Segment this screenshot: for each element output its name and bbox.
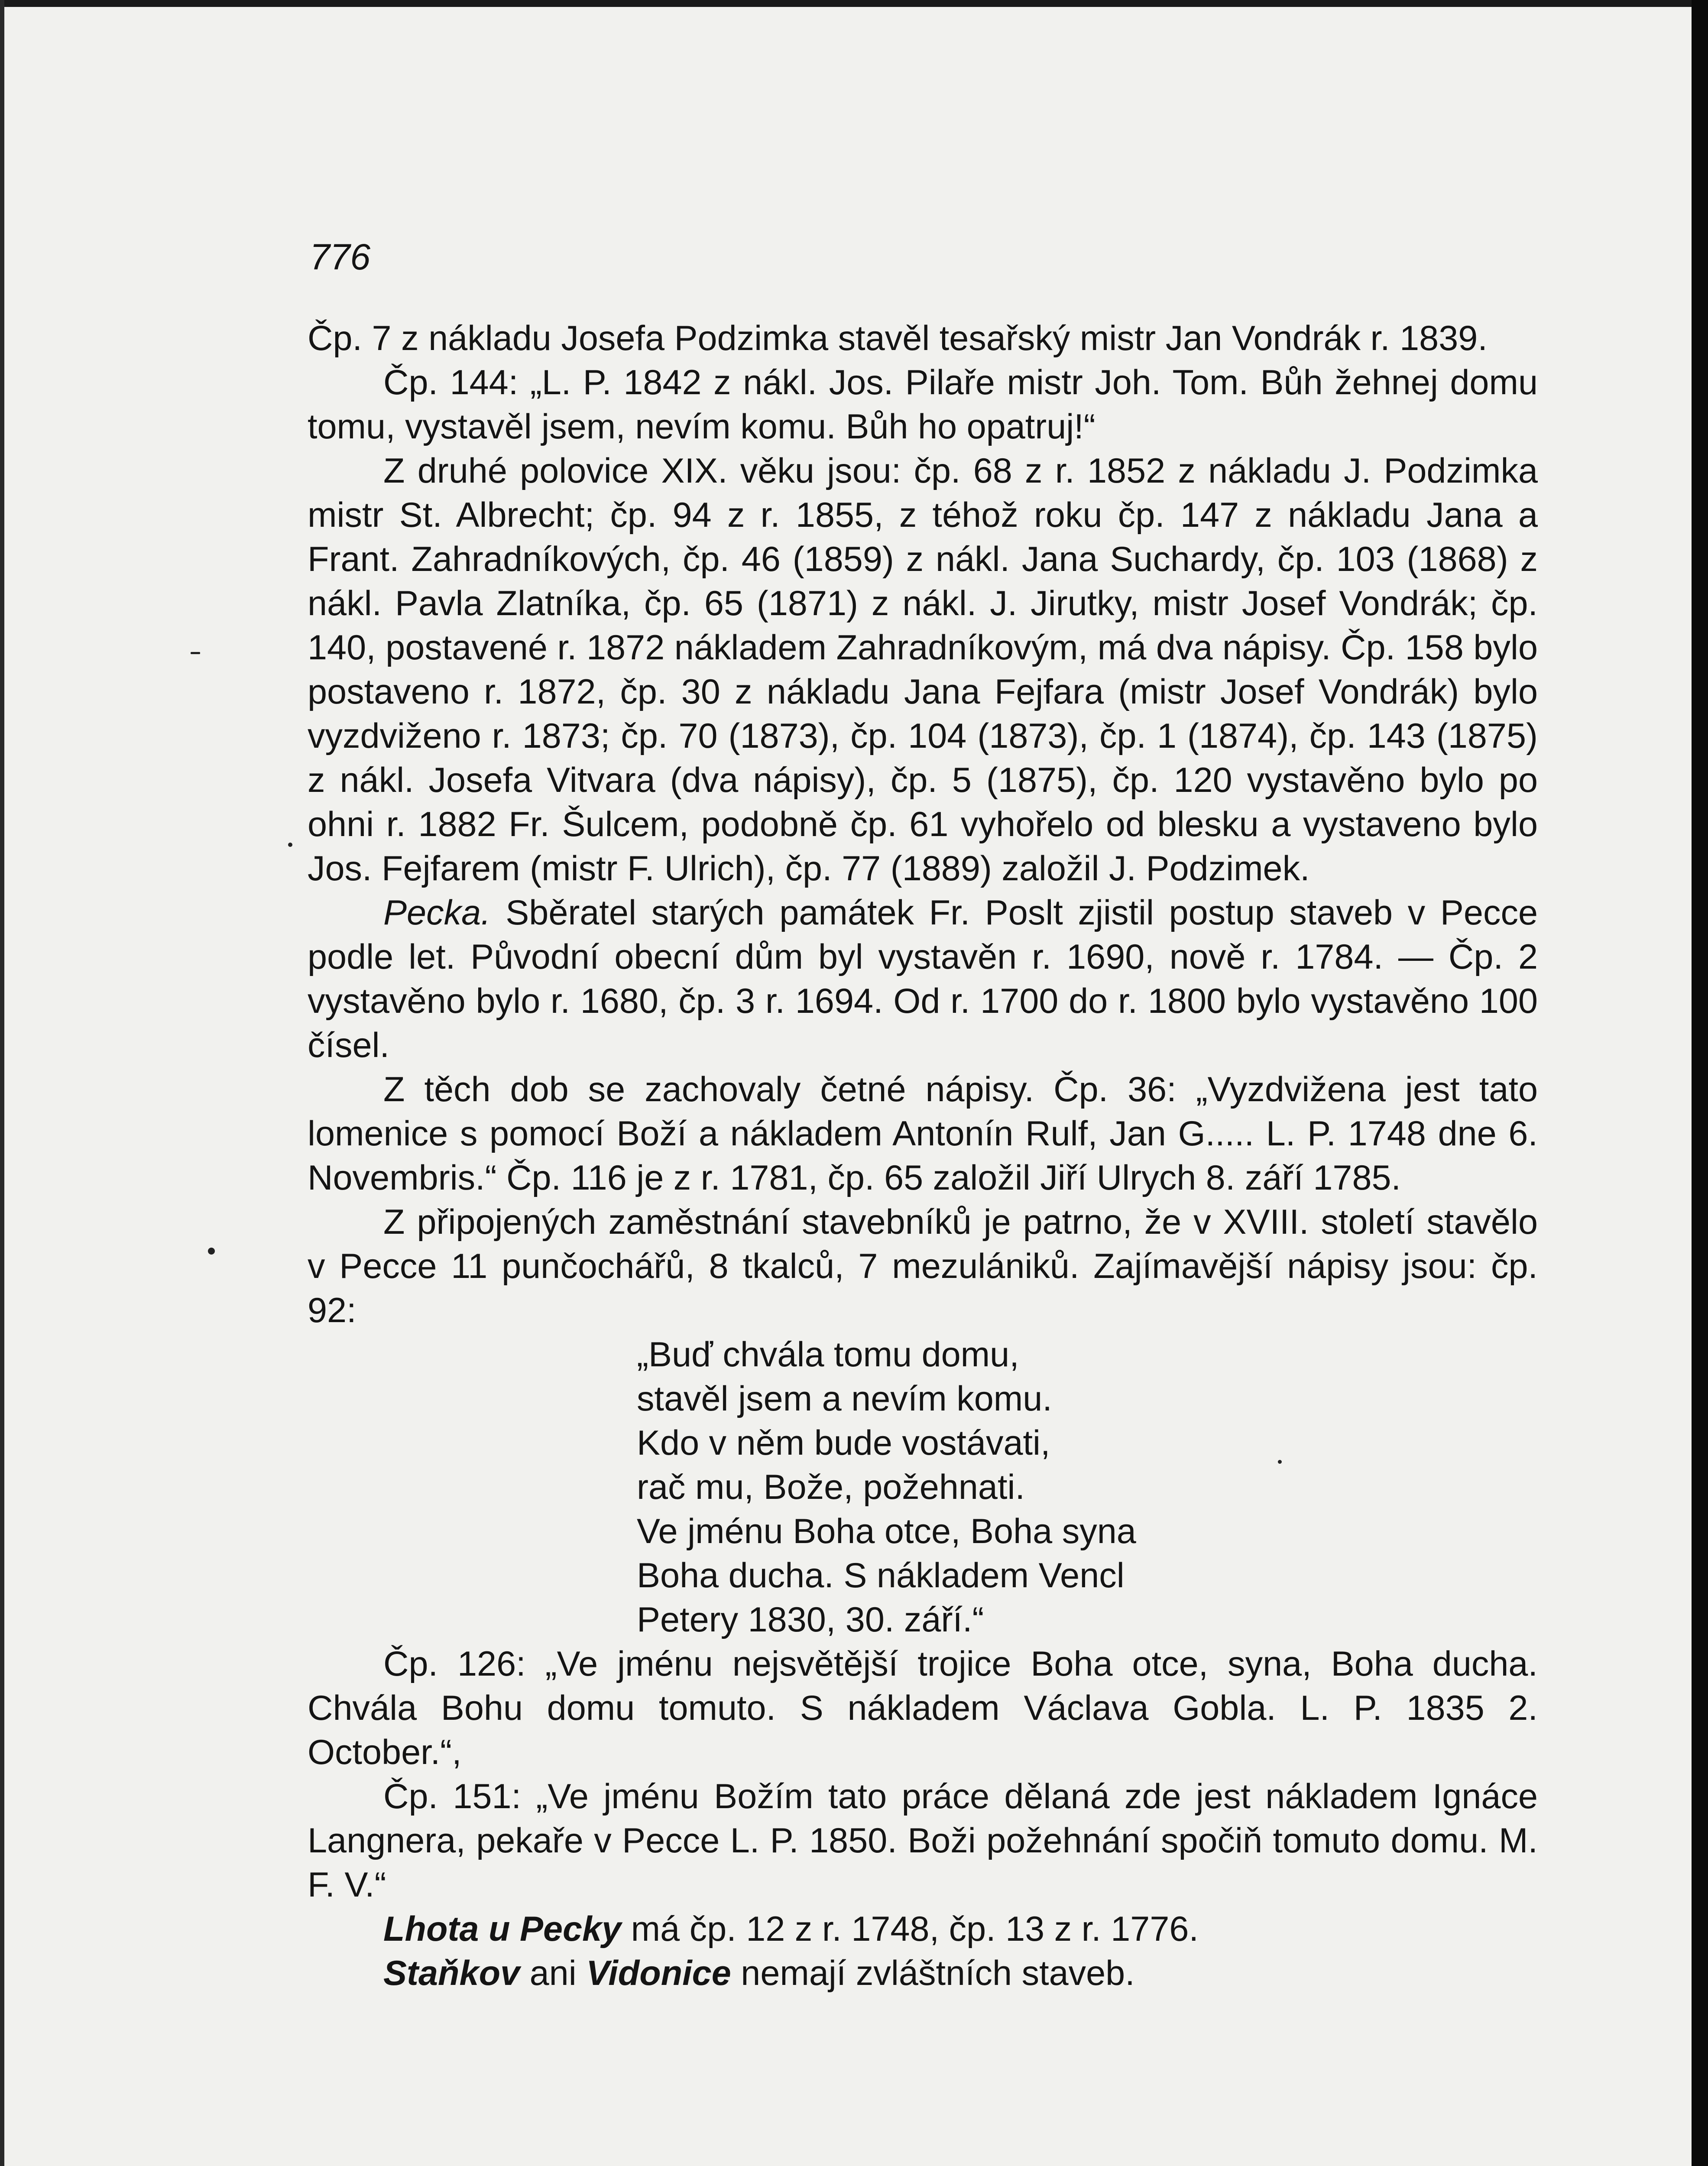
paragraph-lhota-text: má čp. 12 z r. 1748, čp. 13 z r. 1776. — [621, 1910, 1199, 1949]
place-name-pecka: Pecka. — [383, 893, 491, 932]
poem-line: rač mu, Bože, požehnati. — [637, 1468, 1025, 1507]
place-name-stankov: Staňkov — [383, 1954, 520, 1993]
paragraph-pecka-text: Sběratel starých památek Fr. Poslt zjistil postup staveb v Pecce podle let. Původní obecní dům byl vystavěn r. 1690, nově r. 1784. — Čp. 2 vystavěno bylo r. 1680, čp. 3 r. 1694. Od r. 1700 do r. 1800 bylo vystavěno 100 čísel. — [308, 893, 1538, 1065]
poem-line: stavěl jsem a nevím komu. — [637, 1379, 1052, 1418]
scan-edge-top — [0, 0, 1708, 7]
paragraph-occupations: Z připojených zaměstnání stavebníků je patrno, že v XVIII. století stavělo v Pecce 11 punčochářů, 8 tkalců, 7 mezulánіků. Zajímavější nápisy jsou: čp. 92: — [308, 1203, 1538, 1330]
scan-speck — [191, 652, 200, 654]
scan-speck — [288, 843, 292, 847]
paragraph-stankov-mid: ani — [520, 1954, 587, 1993]
paragraph-lhota — [308, 1907, 1538, 1951]
inscription-poem — [637, 1333, 1538, 1642]
place-name-vidonice: Vidonice — [586, 1954, 731, 1993]
paragraph-cp126: Čp. 126: „Ve jménu nejsvětější trojice Boha otce, syna, Boha ducha. Chvála Bohu domu tomuto. S nákladem Václava Gobla. L. P. 1835 2. October.“, — [308, 1644, 1538, 1772]
poem-line: Kdo v něm bude vostávati, — [637, 1423, 1050, 1462]
poem-line: Ve jménu Boha otce, Boha syna — [637, 1512, 1136, 1551]
paragraph-stankov — [308, 1951, 1538, 1995]
paragraph-stankov-text: nemají zvláštních staveb. — [731, 1954, 1135, 1993]
paragraph-cp144: Čp. 144: „L. P. 1842 z nákl. Jos. Pilaře mistr Joh. Tom. Bůh žehnej domu tomu, vystavěl jsem, nevím komu. Bůh ho opatruj!“ — [308, 363, 1538, 446]
body-text — [308, 234, 1538, 1995]
paragraph-cp7: Čp. 7 z nákladu Josefa Podzimka stavěl tesařský mistr Jan Vondrák r. 1839. — [308, 319, 1488, 358]
paragraph-xix-century: Z druhé polovice XIX. věku jsou: čp. 68 z r. 1852 z nákladu J. Podzimka mistr St. Albrecht; čp. 94 z r. 1855, z téhož roku čp. 147 z nákladu Jana a Frant. Zahradníkových, čp. 46 (1859) z nákl. Jana Suchardy, čp. 103 (1868) z nákl. Pavla Zlatníka, čp. 65 (1871) z nákl. J. Jirutky, mistr Josef Vondrák; čp. 140, postavené r. 1872 nákladem Zahradníkovým, má dva nápisy. Čp. 158 bylo postaveno r. 1872, čp. 30 z nákladu Jana Fejfara (mistr Josef Vondrák) bylo vyzdviženo r. 1873; čp. 70 (1873), čp. 104 (1873), čp. 1 (1874), čp. 143 (1875) z nákl. Josefa Vitvara (dva nápisy), čp. 5 (1875), čp. 120 vystavěno bylo po ohni r. 1882 Fr. Šulcem, podobně čp. 61 vyhořelo od blesku a vystaveno bylo Jos. Fejfarem (mistr F. Ulrich), čp. 77 (1889) založil J. Podzimek. — [308, 451, 1538, 888]
scan-edge-right — [1692, 0, 1708, 2166]
poem-line: Petery 1830, 30. září.“ — [637, 1600, 984, 1639]
scan-edge-left — [0, 0, 4, 2166]
poem-line: Boha ducha. S nákladem Vencl — [637, 1556, 1125, 1595]
place-name-lhota: Lhota u Pecky — [383, 1910, 622, 1949]
paragraph-pecka — [308, 891, 1538, 1067]
poem-line: „Buď chvála tomu domu, — [637, 1335, 1019, 1374]
page-number: 776 — [310, 237, 371, 277]
scan-speck — [208, 1248, 215, 1255]
paragraph-cp151: Čp. 151: „Ve jménu Božím tato práce dělaná zde jest nákladem Ignáce Langnera, pekaře v Pecce L. P. 1850. Boži požehnání spočiň tomuto domu. M. F. V.“ — [308, 1777, 1538, 1904]
paragraph-inscriptions: Z těch dob se zachovaly četné nápisy. Čp. 36: „Vyzdvižena jest tato lomenice s pomocí Boží a nákladem Antonín Rulf, Jan G..... L. P. 1748 dne 6. Novembris.“ Čp. 116 je z r. 1781, čp. 65 založil Jiří Ulrych 8. září 1785. — [308, 1070, 1538, 1197]
